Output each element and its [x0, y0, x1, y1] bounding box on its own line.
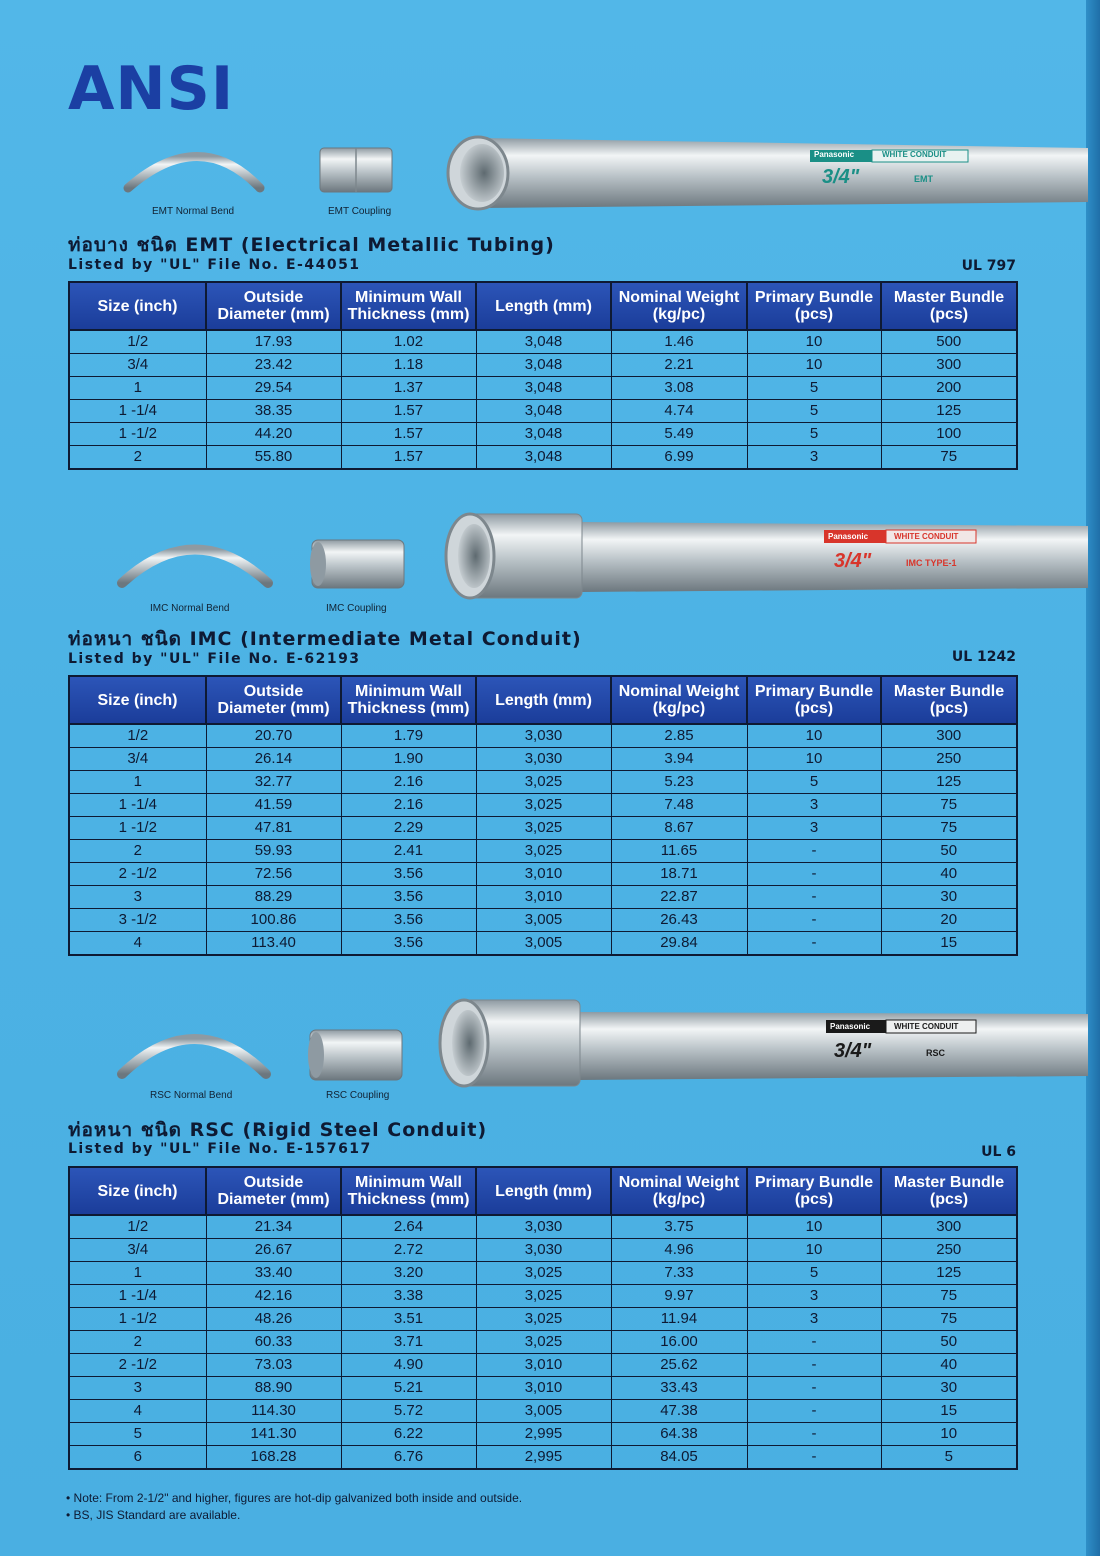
table-cell: 50 — [881, 1331, 1017, 1354]
table-cell: 50 — [881, 840, 1017, 863]
table-cell: 1 -1/4 — [69, 794, 206, 817]
table-cell: 72.56 — [206, 863, 341, 886]
table-cell: 42.16 — [206, 1285, 341, 1308]
table-cell: - — [747, 863, 881, 886]
col-wall-thickness: Minimum Wall Thickness (mm) — [341, 282, 476, 330]
note-standards: • BS, JIS Standard are available. — [66, 1508, 241, 1522]
rsc-table-body — [69, 1215, 1017, 1469]
table-header-row — [69, 1167, 1017, 1215]
rsc-bend-icon — [122, 1039, 266, 1074]
col-outside-diameter: Outside Diameter (mm) — [206, 282, 341, 330]
table-cell: 10 — [881, 1423, 1017, 1446]
col-size: Size (inch) — [69, 282, 206, 330]
table-cell: 32.77 — [206, 771, 341, 794]
table-row — [69, 446, 1017, 470]
table-cell: 3,030 — [476, 1239, 611, 1262]
table-cell: 2 -1/2 — [69, 863, 206, 886]
note-galvanized: • Note: From 2-1/2" and higher, figures are hot-dip galvanized both inside and outside. — [66, 1491, 523, 1505]
table-cell: 2.64 — [341, 1215, 476, 1239]
table-cell: 8.67 — [611, 817, 747, 840]
table-cell: 15 — [881, 932, 1017, 956]
col-nominal-weight: Nominal Weight (kg/pc) — [611, 282, 747, 330]
table-cell: - — [747, 840, 881, 863]
table-cell: 10 — [747, 330, 881, 354]
col-nominal-weight: Nominal Weight (kg/pc) — [611, 1167, 747, 1215]
imc-bend-icon — [122, 550, 268, 584]
table-cell: 1.57 — [341, 446, 476, 470]
table-cell: 75 — [881, 446, 1017, 470]
table-cell: 1/2 — [69, 724, 206, 748]
col-size: Size (inch) — [69, 676, 206, 724]
table-cell: 1 — [69, 1262, 206, 1285]
imc-pipe-name: WHITE CONDUIT — [894, 532, 959, 541]
table-cell: 5 — [747, 1262, 881, 1285]
table-cell: 5 — [747, 771, 881, 794]
table-cell: 300 — [881, 1215, 1017, 1239]
table-cell: 29.84 — [611, 932, 747, 956]
table-cell: 3.94 — [611, 748, 747, 771]
table-row — [69, 377, 1017, 400]
table-cell: 75 — [881, 817, 1017, 840]
emt-pipe-name: WHITE CONDUIT — [882, 150, 947, 159]
table-cell: 3,010 — [476, 1377, 611, 1400]
table-cell: 3,025 — [476, 1308, 611, 1331]
emt-table — [68, 281, 1018, 470]
table-cell: 1 -1/4 — [69, 1285, 206, 1308]
imc-coupling-caption: IMC Coupling — [326, 603, 387, 614]
emt-ul: UL 797 — [961, 258, 1016, 274]
col-wall-thickness: Minimum Wall Thickness (mm) — [341, 676, 476, 724]
emt-title: ท่อบาง ชนิด EMT (Electrical Metallic Tubing) — [68, 234, 555, 256]
table-cell: 3,025 — [476, 1285, 611, 1308]
table-cell: 3 — [69, 886, 206, 909]
table-cell: 1.02 — [341, 330, 476, 354]
emt-bend-icon — [128, 157, 260, 189]
rsc-ul: UL 6 — [981, 1144, 1016, 1160]
table-cell: 3 -1/2 — [69, 909, 206, 932]
table-cell: 3,005 — [476, 932, 611, 956]
imc-table-body — [69, 724, 1017, 955]
table-row — [69, 863, 1017, 886]
emt-table-body — [69, 330, 1017, 469]
table-cell: 5 — [69, 1423, 206, 1446]
table-cell: 3,030 — [476, 1215, 611, 1239]
table-cell: 3.56 — [341, 909, 476, 932]
table-cell: 3 — [747, 446, 881, 470]
emt-pipe-size: 3/4" — [822, 166, 860, 188]
table-cell: 60.33 — [206, 1331, 341, 1354]
table-row — [69, 423, 1017, 446]
table-cell: 84.05 — [611, 1446, 747, 1470]
table-row — [69, 1331, 1017, 1354]
table-cell: 3.38 — [341, 1285, 476, 1308]
table-cell: 3.56 — [341, 863, 476, 886]
table-cell: 5.49 — [611, 423, 747, 446]
table-cell: 114.30 — [206, 1400, 341, 1423]
table-cell: 7.33 — [611, 1262, 747, 1285]
table-cell: 3/4 — [69, 748, 206, 771]
table-cell: - — [747, 1331, 881, 1354]
table-cell: 2.85 — [611, 724, 747, 748]
table-cell: 3,048 — [476, 400, 611, 423]
table-cell: 3.51 — [341, 1308, 476, 1331]
table-row — [69, 1239, 1017, 1262]
table-cell: 3,048 — [476, 423, 611, 446]
table-cell: 2.29 — [341, 817, 476, 840]
table-row — [69, 330, 1017, 354]
col-primary-bundle: Primary Bundle (pcs) — [747, 676, 881, 724]
table-cell: 16.00 — [611, 1331, 747, 1354]
table-cell: 113.40 — [206, 932, 341, 956]
table-cell: 2.21 — [611, 354, 747, 377]
table-cell: - — [747, 886, 881, 909]
table-cell: 23.42 — [206, 354, 341, 377]
table-cell: 1.79 — [341, 724, 476, 748]
table-cell: 250 — [881, 1239, 1017, 1262]
rsc-title: ท่อหนา ชนิด RSC (Rigid Steel Conduit) — [68, 1119, 488, 1141]
table-cell: 1.46 — [611, 330, 747, 354]
emt-pipe-label: Panasonic — [814, 150, 855, 159]
rsc-pipe-type: RSC — [926, 1048, 946, 1058]
table-cell: - — [747, 1377, 881, 1400]
table-cell: 4.96 — [611, 1239, 747, 1262]
imc-ul: UL 1242 — [951, 649, 1016, 665]
table-cell: 1 — [69, 377, 206, 400]
table-cell: 33.43 — [611, 1377, 747, 1400]
table-cell: 3,010 — [476, 1354, 611, 1377]
table-cell: 3 — [747, 1285, 881, 1308]
table-cell: 3.20 — [341, 1262, 476, 1285]
rsc-bend-caption: RSC Normal Bend — [150, 1090, 233, 1101]
table-cell: 20 — [881, 909, 1017, 932]
table-cell: 1 -1/4 — [69, 400, 206, 423]
table-cell: 100 — [881, 423, 1017, 446]
table-cell: 3.56 — [341, 932, 476, 956]
table-cell: 1.18 — [341, 354, 476, 377]
table-cell: 64.38 — [611, 1423, 747, 1446]
table-cell: 3 — [69, 1377, 206, 1400]
table-cell: 59.93 — [206, 840, 341, 863]
imc-pipe-label: Panasonic — [828, 532, 869, 541]
table-row — [69, 817, 1017, 840]
table-cell: 5 — [747, 377, 881, 400]
table-cell: 1 — [69, 771, 206, 794]
table-cell: 47.81 — [206, 817, 341, 840]
table-cell: 6.76 — [341, 1446, 476, 1470]
table-cell: 40 — [881, 1354, 1017, 1377]
table-cell: 2,995 — [476, 1423, 611, 1446]
col-master-bundle: Master Bundle (pcs) — [881, 1167, 1017, 1215]
table-cell: 5 — [747, 400, 881, 423]
table-cell: 75 — [881, 1308, 1017, 1331]
table-cell: 3,005 — [476, 1400, 611, 1423]
table-cell: - — [747, 1400, 881, 1423]
table-cell: 3.56 — [341, 886, 476, 909]
rsc-pipe-icon — [440, 1000, 1088, 1086]
table-row — [69, 886, 1017, 909]
table-cell: 5.21 — [341, 1377, 476, 1400]
table-cell: 6.99 — [611, 446, 747, 470]
table-cell: 5 — [747, 423, 881, 446]
table-cell: 9.97 — [611, 1285, 747, 1308]
table-cell: 3,025 — [476, 1262, 611, 1285]
table-cell: 10 — [747, 724, 881, 748]
emt-coupling-icon — [320, 148, 392, 192]
emt-coupling-caption: EMT Coupling — [328, 206, 392, 217]
table-cell: 1 -1/2 — [69, 423, 206, 446]
col-length: Length (mm) — [476, 282, 611, 330]
table-cell: 3,048 — [476, 354, 611, 377]
table-cell: 3,048 — [476, 330, 611, 354]
col-master-bundle: Master Bundle (pcs) — [881, 282, 1017, 330]
table-row — [69, 1377, 1017, 1400]
rsc-pipe-name: WHITE CONDUIT — [894, 1022, 959, 1031]
table-cell: 10 — [747, 354, 881, 377]
table-cell: 88.29 — [206, 886, 341, 909]
table-cell: 2 — [69, 1331, 206, 1354]
table-row — [69, 724, 1017, 748]
table-cell: 7.48 — [611, 794, 747, 817]
table-cell: 1/2 — [69, 1215, 206, 1239]
table-cell: - — [747, 909, 881, 932]
table-cell: 3/4 — [69, 1239, 206, 1262]
table-cell: 44.20 — [206, 423, 341, 446]
table-cell: 125 — [881, 400, 1017, 423]
table-cell: 30 — [881, 1377, 1017, 1400]
table-cell: 48.26 — [206, 1308, 341, 1331]
table-cell: 1 -1/2 — [69, 817, 206, 840]
table-cell: - — [747, 1446, 881, 1470]
table-cell: 47.38 — [611, 1400, 747, 1423]
table-cell: - — [747, 932, 881, 956]
table-row — [69, 1285, 1017, 1308]
table-cell: 125 — [881, 771, 1017, 794]
imc-pipe-size: 3/4" — [834, 550, 872, 572]
table-row — [69, 1262, 1017, 1285]
table-cell: 21.34 — [206, 1215, 341, 1239]
emt-bend-caption: EMT Normal Bend — [152, 206, 235, 217]
col-outside-diameter: Outside Diameter (mm) — [206, 676, 341, 724]
table-cell: 3,025 — [476, 794, 611, 817]
table-cell: 3,025 — [476, 1331, 611, 1354]
table-cell: - — [747, 1423, 881, 1446]
table-cell: 6.22 — [341, 1423, 476, 1446]
table-cell: 3,030 — [476, 748, 611, 771]
table-row — [69, 932, 1017, 956]
imc-pipe-icon — [446, 514, 1088, 598]
col-wall-thickness: Minimum Wall Thickness (mm) — [341, 1167, 476, 1215]
table-cell: 10 — [747, 748, 881, 771]
table-cell: 200 — [881, 377, 1017, 400]
table-cell: 2.16 — [341, 794, 476, 817]
table-cell: 3,025 — [476, 840, 611, 863]
table-cell: 2 — [69, 840, 206, 863]
table-cell: 15 — [881, 1400, 1017, 1423]
table-cell: 2,995 — [476, 1446, 611, 1470]
table-header-row — [69, 282, 1017, 330]
table-cell: 3.71 — [341, 1331, 476, 1354]
table-row — [69, 1308, 1017, 1331]
table-cell: 75 — [881, 1285, 1017, 1308]
table-header-row — [69, 676, 1017, 724]
table-cell: 141.30 — [206, 1423, 341, 1446]
col-length: Length (mm) — [476, 1167, 611, 1215]
table-row — [69, 909, 1017, 932]
table-cell: 3,048 — [476, 377, 611, 400]
table-row — [69, 1354, 1017, 1377]
table-cell: 5 — [881, 1446, 1017, 1470]
table-row — [69, 840, 1017, 863]
table-cell: 125 — [881, 1262, 1017, 1285]
table-cell: 17.93 — [206, 330, 341, 354]
table-cell: 30 — [881, 886, 1017, 909]
table-cell: 41.59 — [206, 794, 341, 817]
table-cell: 75 — [881, 794, 1017, 817]
imc-bend-caption: IMC Normal Bend — [150, 603, 230, 614]
col-primary-bundle: Primary Bundle (pcs) — [747, 1167, 881, 1215]
rsc-coupling-caption: RSC Coupling — [326, 1090, 390, 1101]
table-row — [69, 1400, 1017, 1423]
table-cell: 2 -1/2 — [69, 1354, 206, 1377]
col-outside-diameter: Outside Diameter (mm) — [206, 1167, 341, 1215]
table-cell: - — [747, 1354, 881, 1377]
table-cell: 3 — [747, 794, 881, 817]
table-cell: 73.03 — [206, 1354, 341, 1377]
table-row — [69, 794, 1017, 817]
rsc-pipe-size: 3/4" — [834, 1040, 872, 1062]
table-cell: 300 — [881, 354, 1017, 377]
notes — [66, 1490, 522, 1524]
table-cell: 33.40 — [206, 1262, 341, 1285]
table-cell: 1.57 — [341, 423, 476, 446]
table-cell: 1.37 — [341, 377, 476, 400]
table-row — [69, 1215, 1017, 1239]
table-row — [69, 400, 1017, 423]
table-cell: 4.74 — [611, 400, 747, 423]
table-cell: 1/2 — [69, 330, 206, 354]
table-cell: 1 -1/2 — [69, 1308, 206, 1331]
table-cell: 4 — [69, 932, 206, 956]
table-cell: 3,025 — [476, 817, 611, 840]
table-cell: 25.62 — [611, 1354, 747, 1377]
emt-listed: Listed by "UL" File No. E-44051 — [68, 257, 361, 273]
table-cell: 26.67 — [206, 1239, 341, 1262]
table-row — [69, 771, 1017, 794]
table-cell: 3,005 — [476, 909, 611, 932]
table-cell: 250 — [881, 748, 1017, 771]
table-cell: 3.08 — [611, 377, 747, 400]
table-cell: 4 — [69, 1400, 206, 1423]
table-cell: 26.43 — [611, 909, 747, 932]
table-cell: 10 — [747, 1239, 881, 1262]
imc-title: ท่อหนา ชนิด IMC (Intermediate Metal Conduit) — [68, 628, 582, 650]
table-cell: 300 — [881, 724, 1017, 748]
brand-heading: ANSI — [68, 54, 235, 124]
table-cell: 6 — [69, 1446, 206, 1470]
table-cell: 1.57 — [341, 400, 476, 423]
col-size: Size (inch) — [69, 1167, 206, 1215]
table-cell: 11.94 — [611, 1308, 747, 1331]
table-cell: 55.80 — [206, 446, 341, 470]
imc-coupling-icon — [310, 540, 404, 588]
rsc-coupling-icon — [308, 1030, 402, 1080]
table-cell: 10 — [747, 1215, 881, 1239]
table-cell: 11.65 — [611, 840, 747, 863]
table-cell: 1.90 — [341, 748, 476, 771]
table-row — [69, 1446, 1017, 1470]
table-cell: 500 — [881, 330, 1017, 354]
table-cell: 3,010 — [476, 886, 611, 909]
table-cell: 3 — [747, 817, 881, 840]
table-cell: 3,048 — [476, 446, 611, 470]
rsc-table — [68, 1166, 1018, 1470]
table-cell: 3,010 — [476, 863, 611, 886]
imc-listed: Listed by "UL" File No. E-62193 — [68, 651, 361, 667]
table-cell: 3/4 — [69, 354, 206, 377]
table-cell: 3,025 — [476, 771, 611, 794]
col-length: Length (mm) — [476, 676, 611, 724]
emt-pipe-type: EMT — [914, 174, 933, 184]
rsc-listed: Listed by "UL" File No. E-157617 — [68, 1141, 372, 1157]
table-row — [69, 1423, 1017, 1446]
table-cell: 2.41 — [341, 840, 476, 863]
table-cell: 2.72 — [341, 1239, 476, 1262]
imc-pipe-type: IMC TYPE-1 — [906, 558, 957, 568]
col-master-bundle: Master Bundle (pcs) — [881, 676, 1017, 724]
table-cell: 5.23 — [611, 771, 747, 794]
table-cell: 168.28 — [206, 1446, 341, 1470]
col-nominal-weight: Nominal Weight (kg/pc) — [611, 676, 747, 724]
table-cell: 5.72 — [341, 1400, 476, 1423]
table-row — [69, 354, 1017, 377]
table-cell: 100.86 — [206, 909, 341, 932]
table-cell: 4.90 — [341, 1354, 476, 1377]
table-cell: 3,030 — [476, 724, 611, 748]
table-cell: 3.75 — [611, 1215, 747, 1239]
table-cell: 29.54 — [206, 377, 341, 400]
table-cell: 2 — [69, 446, 206, 470]
table-cell: 3 — [747, 1308, 881, 1331]
table-cell: 22.87 — [611, 886, 747, 909]
col-primary-bundle: Primary Bundle (pcs) — [747, 282, 881, 330]
table-cell: 18.71 — [611, 863, 747, 886]
table-cell: 2.16 — [341, 771, 476, 794]
emt-pipe-icon — [448, 137, 1088, 209]
table-cell: 40 — [881, 863, 1017, 886]
table-cell: 88.90 — [206, 1377, 341, 1400]
rsc-pipe-label: Panasonic — [830, 1022, 871, 1031]
table-cell: 26.14 — [206, 748, 341, 771]
table-row — [69, 748, 1017, 771]
table-cell: 38.35 — [206, 400, 341, 423]
imc-table — [68, 675, 1018, 956]
table-cell: 20.70 — [206, 724, 341, 748]
